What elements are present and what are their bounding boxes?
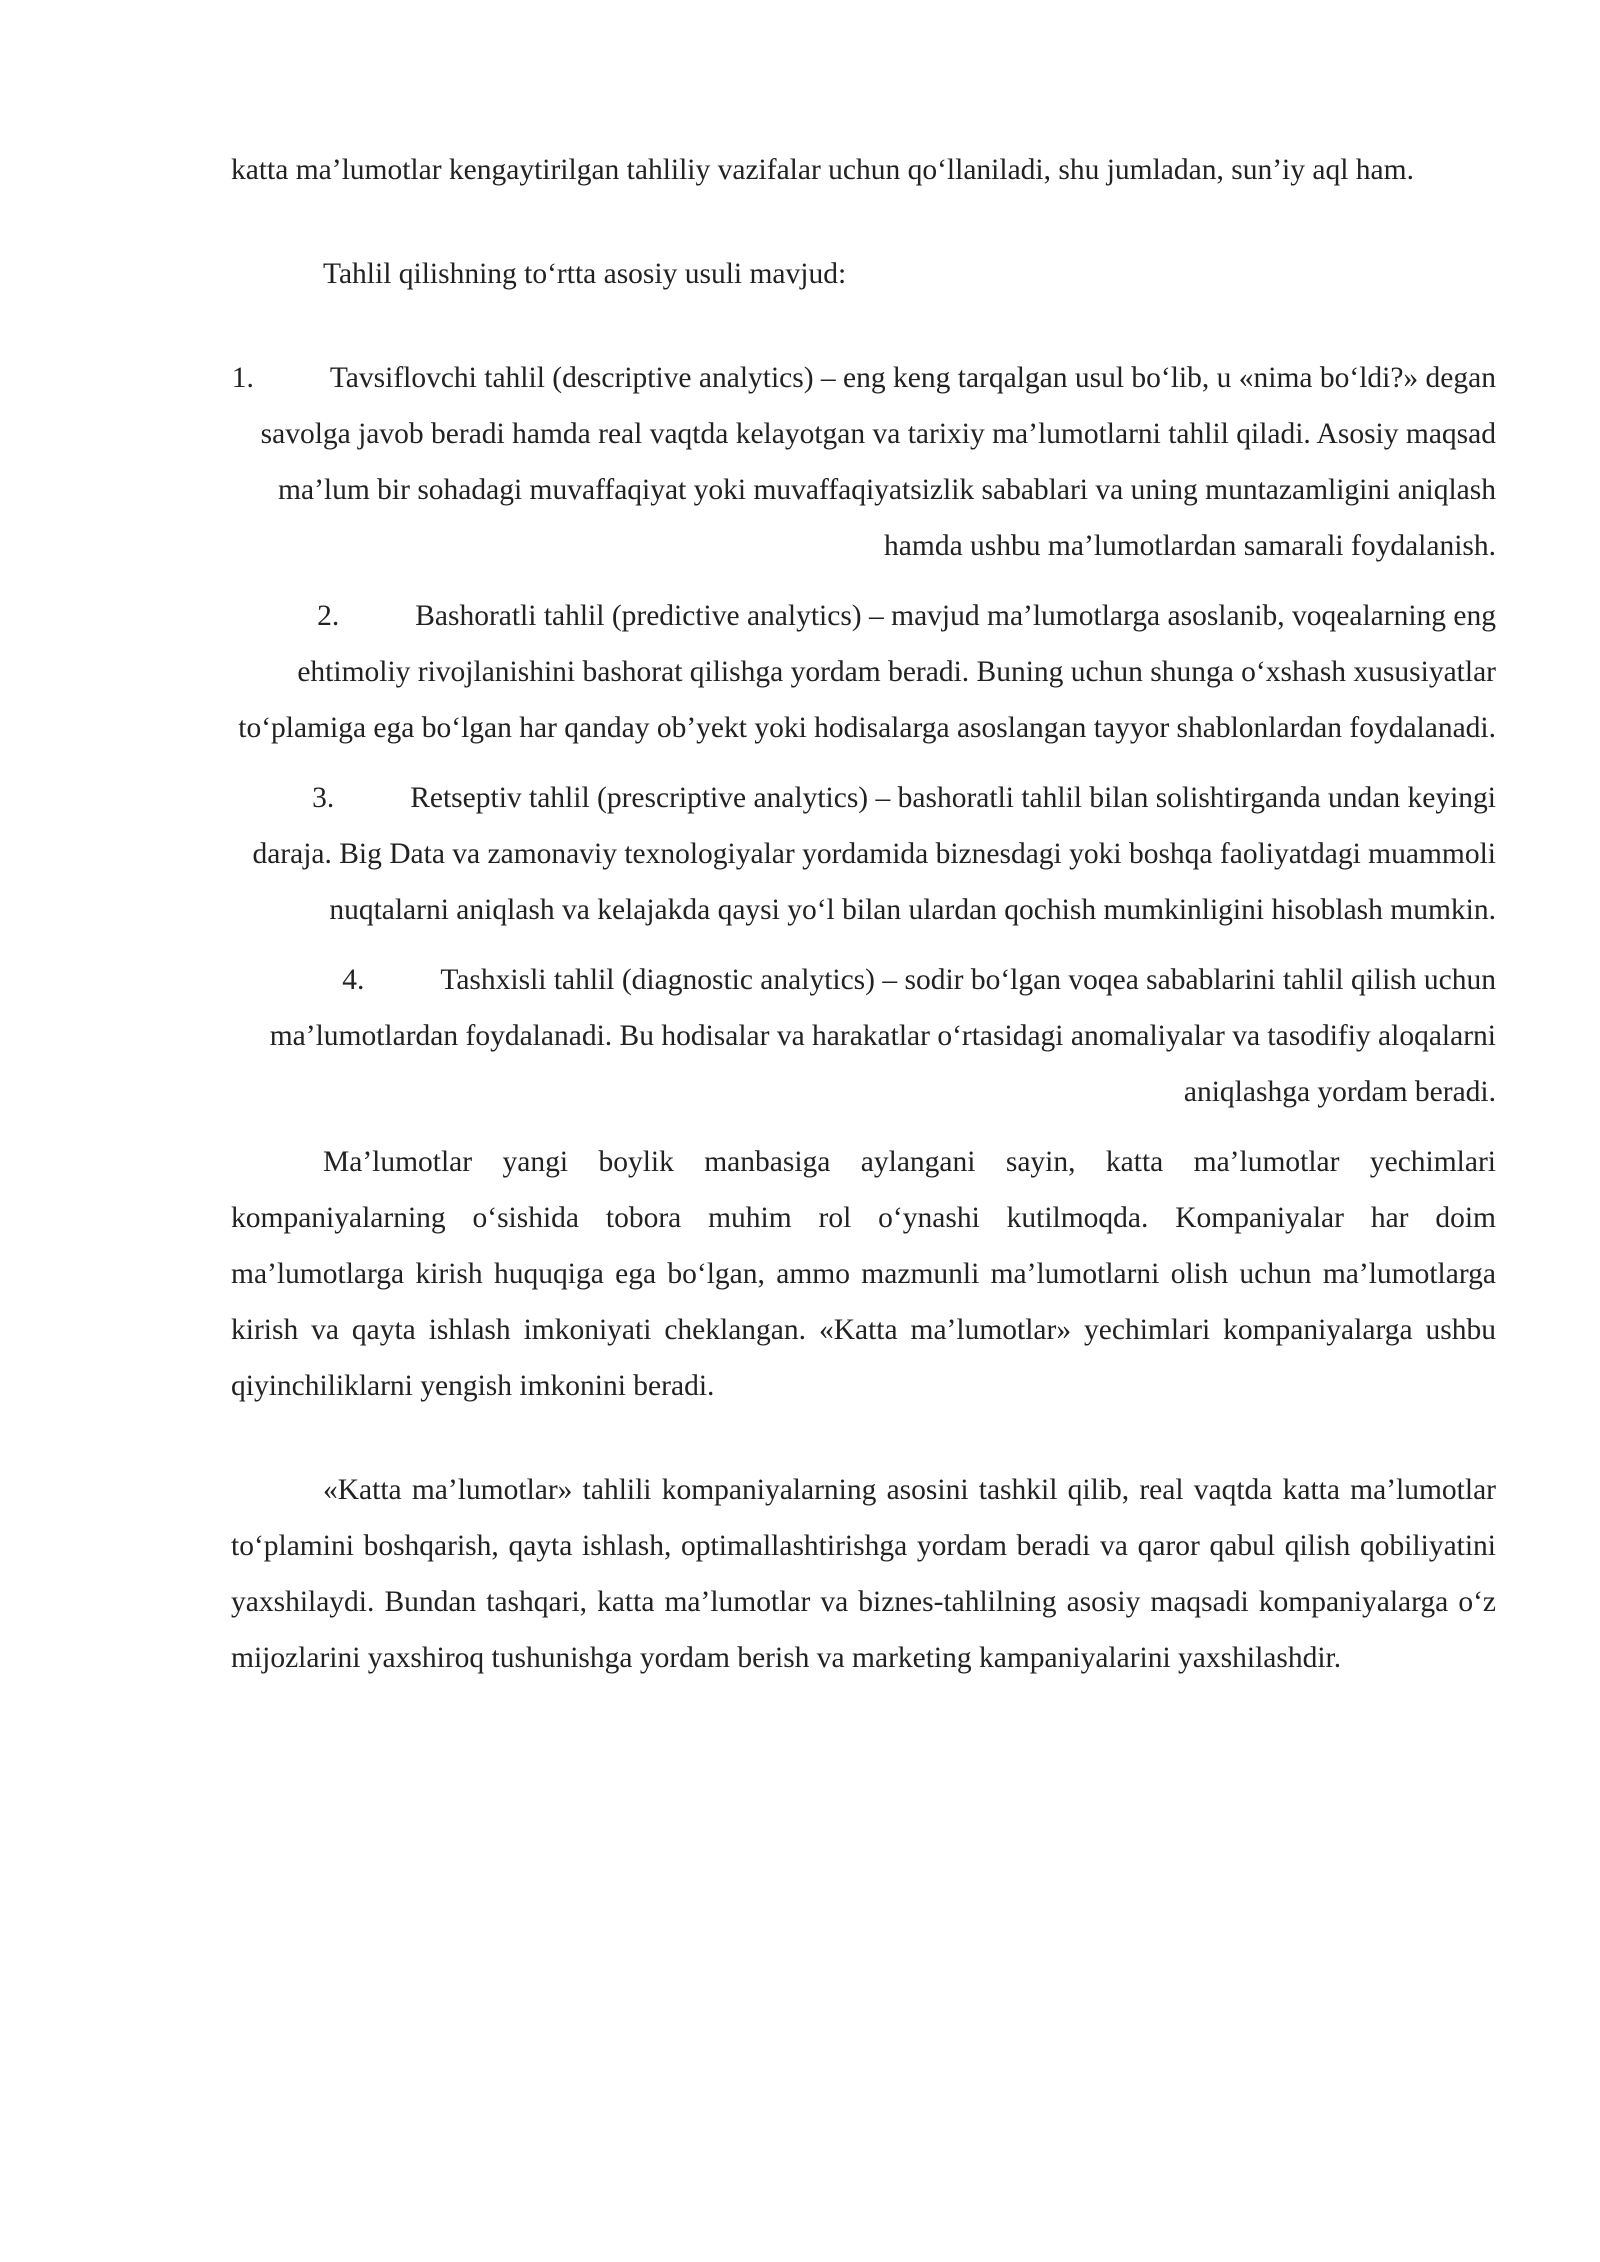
list-item-number: 2. xyxy=(317,600,340,632)
list-item-text: Tashxisli tahlil (diagnostic analytics) – sodir bo‘lgan voqea sabablarini tahlil qilish uchun ma’lumotlardan foydalanadi. Bu hodisalar va harakatlar o‘rtasidagi anomaliyalar va tasodifiy aloqalarni aniqlashga yordam beradi. xyxy=(269,964,1496,1108)
list-item-text: Retseptiv tahlil (prescriptive analytics) – bashoratli tahlil bilan solishtirganda undan keyingi daraja. Big Data va zamonaviy texnologiyalar yordamida biznesdagi yoki boshqa faoliyatdagi muammoli nuqtalarni aniqlash va kelajakda qaysi yo‘l bilan ulardan qochish mumkinligini hisoblash mumkin. xyxy=(252,782,1496,926)
list-item-text: Tavsiflovchi tahlil (descriptive analytics) – eng keng tarqalgan usul bo‘lib, u «nima bo‘ldi?» degan savolga javob beradi hamda real vaqtda kelayotgan va tarixiy ma’lumotlarni tahlil qiladi. Asosiy maqsad ma’lum bir sohadagi muvaffaqiyat yoki muvaffaqiyatsizlik sabablari va uning muntazamligini aniqlash hamda ushbu ma’lumotlardan samarali foydalanish. xyxy=(260,362,1496,562)
list-item xyxy=(231,588,1496,756)
list-item xyxy=(231,770,1496,938)
document-body xyxy=(231,142,1496,1686)
opening-paragraph: katta ma’lumotlar kengaytirilgan tahliliy vazifalar uchun qo‘llaniladi, shu jumladan, sun’iy aql ham. xyxy=(231,154,1414,186)
list-item-number: 1. xyxy=(231,362,254,394)
list-item-number: 4. xyxy=(342,964,365,996)
list-item xyxy=(231,350,1496,574)
methods-intro: Tahlil qilishning to‘rtta asosiy usuli mavjud: xyxy=(323,258,847,290)
analysis-methods-list xyxy=(231,350,1496,1120)
list-item-text: Bashoratli tahlil (predictive analytics) – mavjud ma’lumotlarga asoslanib, voqealarning eng ehtimoliy rivojlanishini bashorat qilishga yordam beradi. Buning uchun shunga o‘xshash xususiyatlar to‘plamiga ega bo‘lgan har qanday ob’yekt yoki hodisalarga asoslangan tayyor shablonlardan foydalanadi. xyxy=(238,600,1496,744)
list-item xyxy=(231,952,1496,1120)
data-wealth-paragraph: Ma’lumotlar yangi boylik manbasiga aylangani sayin, katta ma’lumotlar yechimlari kompaniyalarning o‘sishida tobora muhim rol o‘ynashi kutilmoqda. Kompaniyalar har doim ma’lumotlarga kirish huquqiga ega bo‘lgan, ammo mazmunli ma’lumotlarni olish uchun ma’lumotlarga kirish va qayta ishlash imkoniyati cheklangan. «Katta ma’lumotlar» yechimlari kompaniyalarga ushbu qiyinchiliklarni yengish imkonini beradi. xyxy=(231,1146,1496,1402)
big-data-analysis-paragraph: «Katta ma’lumotlar» tahlili kompaniyalarning asosini tashkil qilib, real vaqtda katta ma’lumotlar to‘plamini boshqarish, qayta ishlash, optimallashtirishga yordam beradi va qaror qabul qilish qobiliyatini yaxshilaydi. Bundan tashqari, katta ma’lumotlar va biznes-tahlilning asosiy maqsadi kompaniyalarga o‘z mijozlarini yaxshiroq tushunishga yordam berish va marketing kampaniyalarini yaxshilashdir. xyxy=(231,1474,1496,1674)
list-item-number: 3. xyxy=(312,782,335,814)
